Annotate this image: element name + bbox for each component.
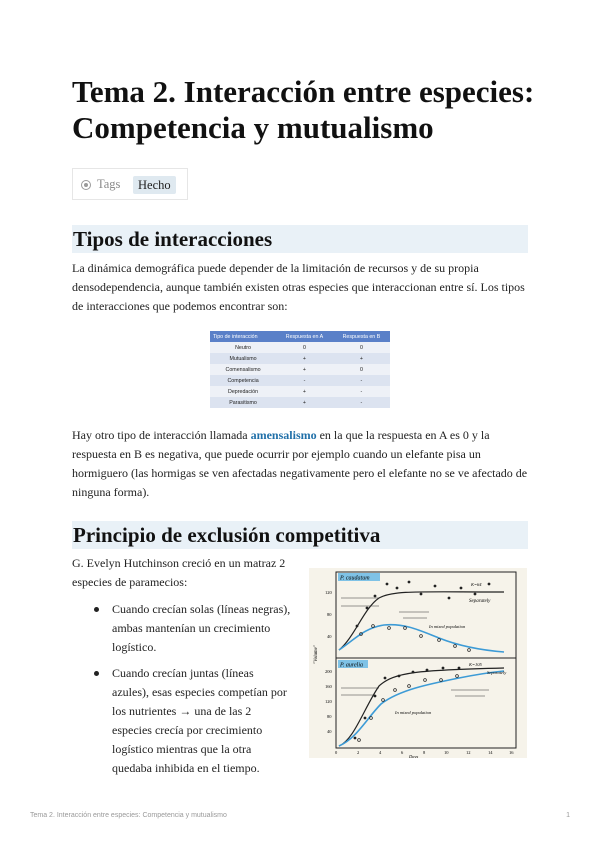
x-tick: 14 xyxy=(488,750,493,755)
x-tick: 6 xyxy=(401,750,404,755)
section-heading-exclusion: Principio de exclusión competitiva xyxy=(72,521,528,549)
table-header: Respuesta en B xyxy=(333,331,390,342)
interactions-table xyxy=(210,331,390,408)
highlight-term: amensalismo xyxy=(250,428,317,442)
bottom-k-label: K=105 xyxy=(469,662,482,667)
table-cell: + xyxy=(276,386,333,397)
table-row xyxy=(210,375,390,386)
y-axis-label: "Volume" xyxy=(314,645,319,664)
y-tick: 160 xyxy=(325,684,332,689)
paramecium-figure xyxy=(309,568,527,758)
table-cell: Competencia xyxy=(210,375,276,386)
table-cell: - xyxy=(276,375,333,386)
intro-paragraph: La dinámica demográfica puede depender de la limitación de recursos y de su propia densodependencia, aunque también existen otras especies que interaccionan entre sí. Los tipos de interacciones que podemos encontrar son: xyxy=(72,261,525,313)
bottom-curve-label: Separately xyxy=(487,670,507,675)
para-text: Hay otro tipo de interacción llamada xyxy=(72,428,251,442)
y-tick: 120 xyxy=(325,699,332,704)
table-row xyxy=(210,386,390,397)
top-k-label: K=64 xyxy=(471,582,482,587)
top-curve-label: Separately xyxy=(469,599,491,604)
y-tick: 40 xyxy=(327,729,332,734)
table-row xyxy=(210,364,390,375)
tags-label: Tags xyxy=(97,177,121,191)
y-tick: 40 xyxy=(327,634,332,639)
table-cell: - xyxy=(333,375,390,386)
list-item: Cuando crecían solas (líneas negras), ambas mantenían un crecimiento logístico. xyxy=(92,600,292,657)
y-tick: 80 xyxy=(327,714,332,719)
x-tick: 4 xyxy=(379,750,382,755)
table-cell: Neutro xyxy=(210,342,276,353)
table-cell: 0 xyxy=(276,342,333,353)
hutchinson-paragraph: G. Evelyn Hutchinson creció en un matraz 2 especies de paramecios: xyxy=(72,556,286,589)
table-header-row xyxy=(210,331,390,342)
table-cell: 0 xyxy=(333,342,390,353)
x-tick: 0 xyxy=(335,750,338,755)
y-tick: 120 xyxy=(325,590,332,595)
table-cell: 0 xyxy=(333,364,390,375)
table-cell: + xyxy=(276,353,333,364)
page-number: 1 xyxy=(566,812,570,819)
panel-bottom-label: P. aurelia xyxy=(340,662,364,669)
table-row xyxy=(210,397,390,408)
panel-top-label: P. caudatum xyxy=(340,575,370,582)
table-header: Tipo de interacción xyxy=(210,331,276,342)
table-cell: + xyxy=(276,364,333,375)
bullet-list xyxy=(92,600,292,785)
y-tick: 200 xyxy=(325,669,332,674)
section-heading-tipos: Tipos de interacciones xyxy=(72,225,528,253)
amensalismo-paragraph xyxy=(72,426,528,502)
footer-title: Tema 2. Interacción entre especies: Competencia y mutualismo xyxy=(30,812,227,819)
table-cell: + xyxy=(276,397,333,408)
x-axis-label: Days xyxy=(409,754,419,758)
tags-property xyxy=(72,168,188,200)
table-cell: - xyxy=(333,386,390,397)
x-tick: 2 xyxy=(357,750,360,755)
table-row xyxy=(210,353,390,364)
tags-icon xyxy=(81,180,91,190)
growth-curves-svg xyxy=(309,568,527,758)
x-tick: 12 xyxy=(466,750,471,755)
x-tick: 16 xyxy=(509,750,514,755)
table-header: Respuesta en A xyxy=(276,331,333,342)
table-cell: + xyxy=(333,353,390,364)
list-item: Cuando crecían juntas (líneas azules), esas especies competían por los nutrientes → una de las 2 especies crecía por crecimiento logístico mientras que la otra quedaba inhibida en el tiempo. xyxy=(92,664,292,778)
para-text: en la que la respuesta en A es 0 y la respuesta en B es negativa, que puede ocurrir por ejemplo cuando un elefante pisa un hormiguero (las hormigas se ven afectadas negativamente pero el elefante no se ve afectado de ninguna forma). xyxy=(72,428,528,499)
table-cell: Comensalismo xyxy=(210,364,276,375)
x-tick: 10 xyxy=(444,750,449,755)
table-cell: Mutualismo xyxy=(210,353,276,364)
top-mixed-label: In mixed population xyxy=(429,624,466,629)
x-tick: 8 xyxy=(423,750,426,755)
table-cell: - xyxy=(333,397,390,408)
page-title: Tema 2. Interacción entre especies: Competencia y mutualismo xyxy=(72,74,535,145)
bottom-mixed-label: In mixed population xyxy=(395,710,432,715)
tag-chip[interactable]: Hecho xyxy=(133,176,176,194)
table-cell: Depredación xyxy=(210,386,276,397)
y-tick: 80 xyxy=(327,612,332,617)
table-cell: Parasitismo xyxy=(210,397,276,408)
table-row xyxy=(210,342,390,353)
